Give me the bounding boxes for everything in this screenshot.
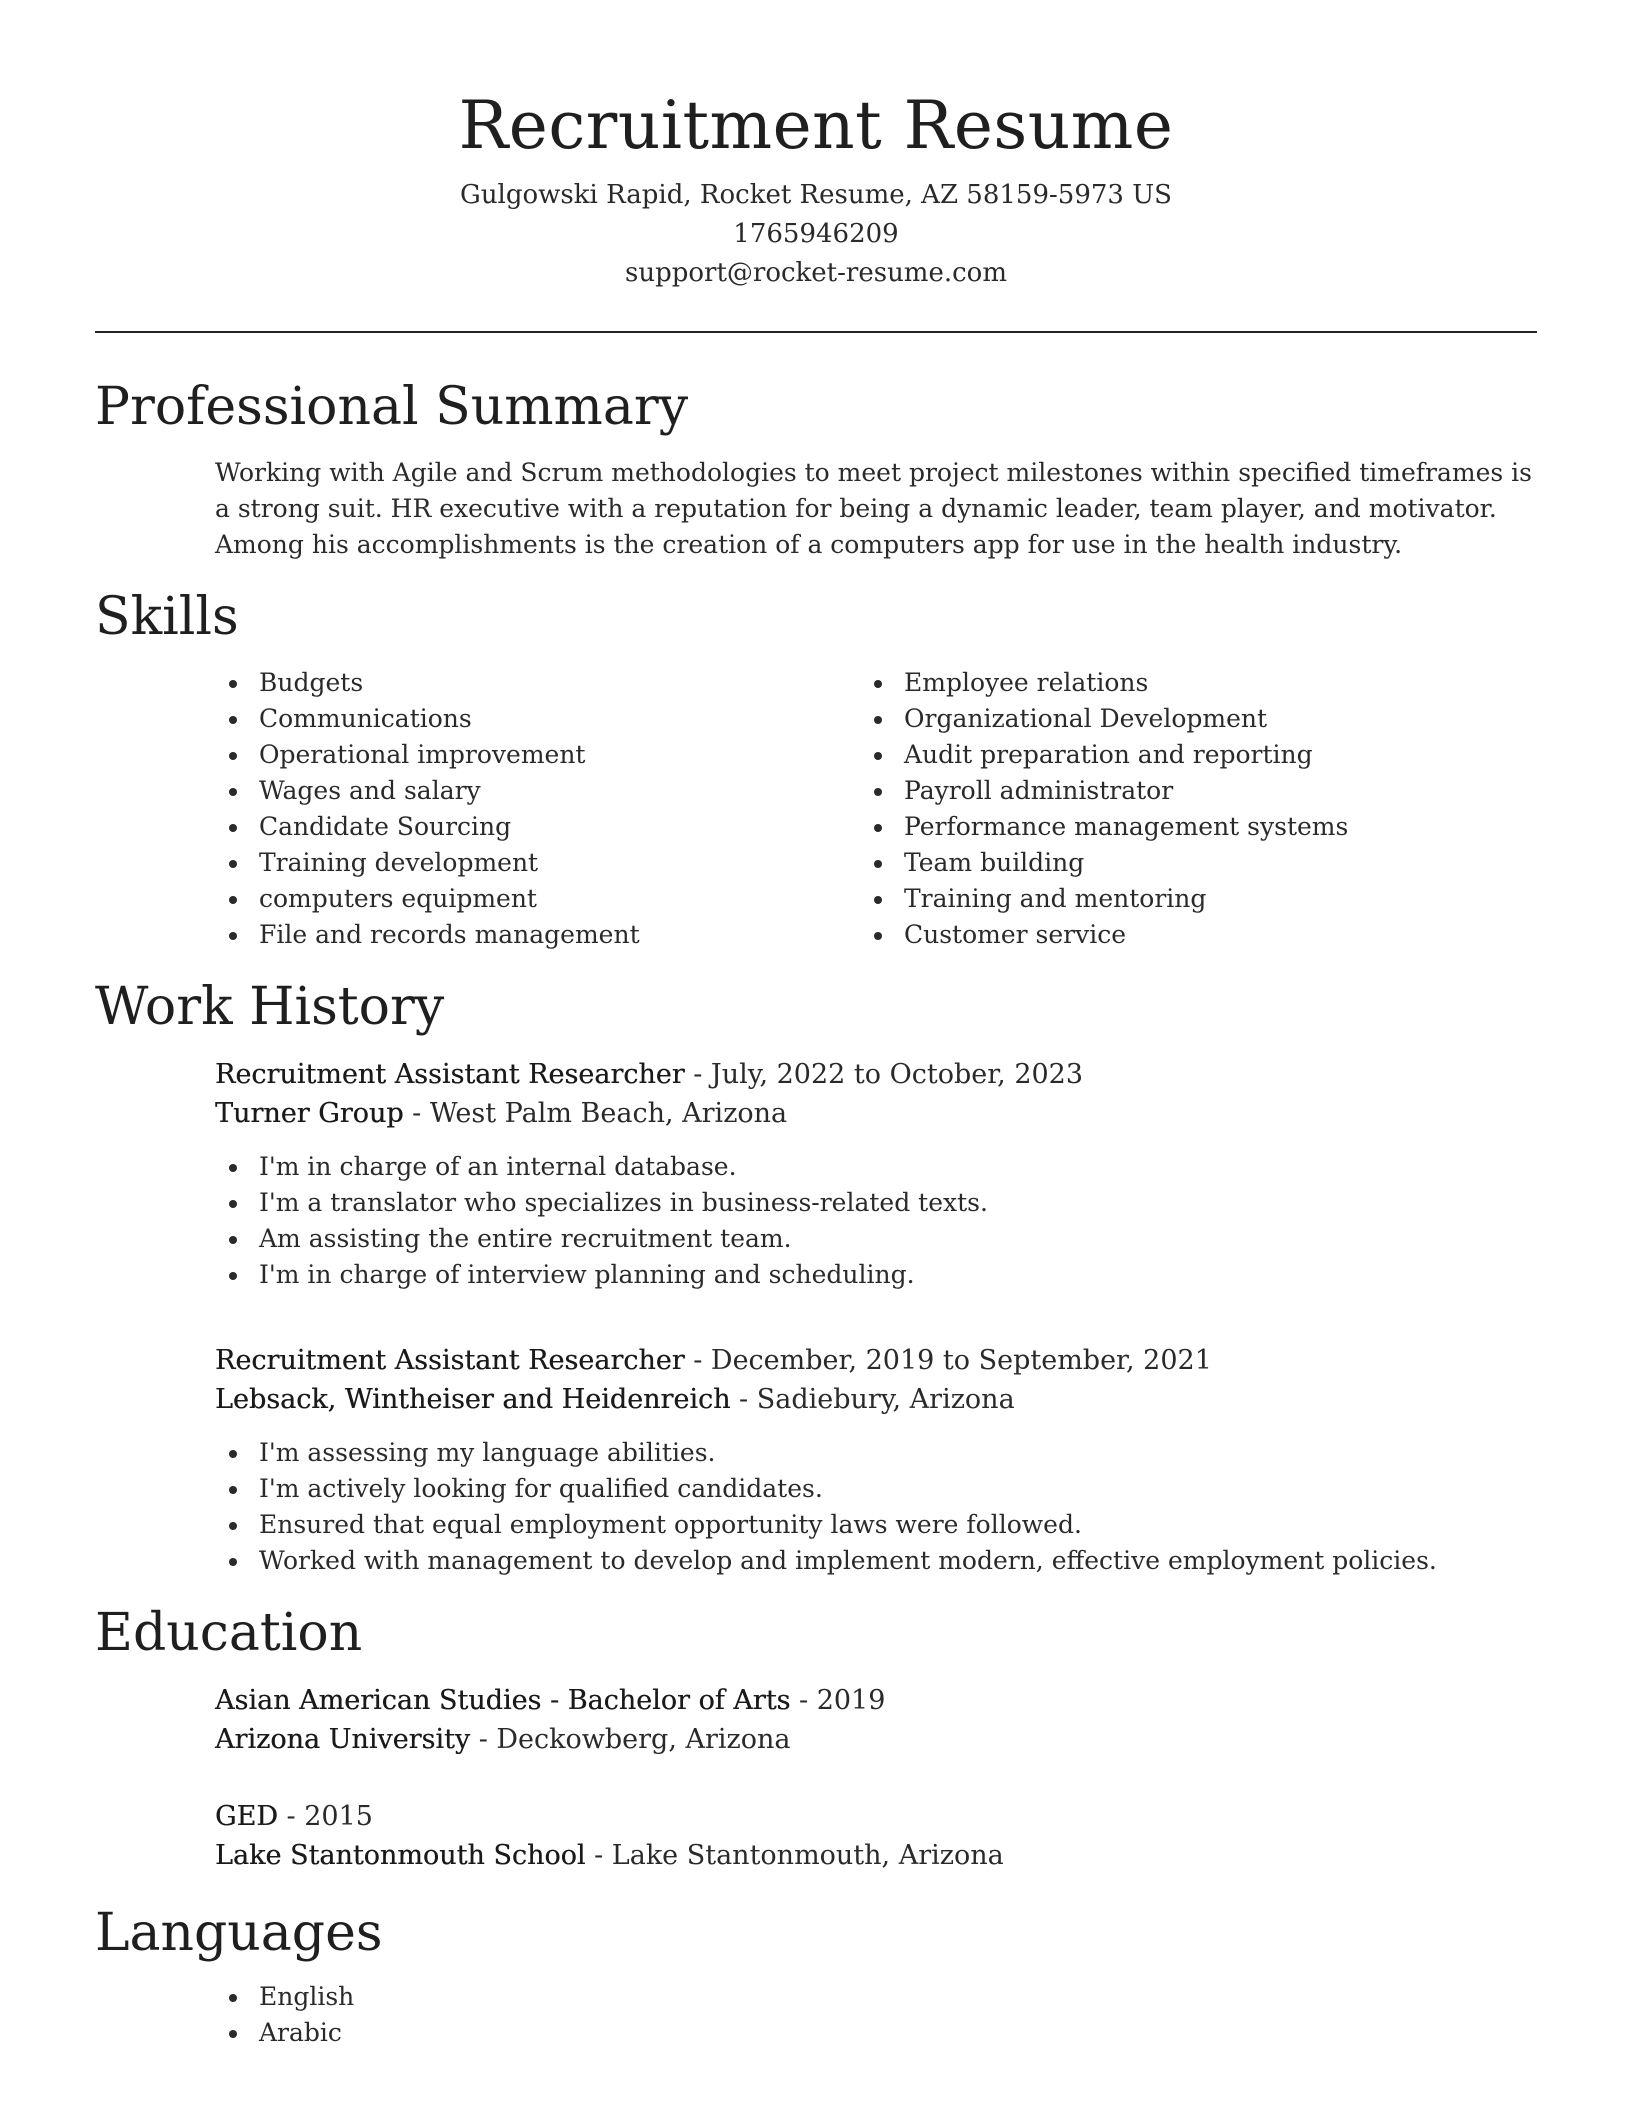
- job-dates: - December, 2019 to September, 2021: [684, 1345, 1212, 1376]
- skill-item: Organizational Development: [860, 701, 1505, 737]
- job-title-line: [215, 1341, 1537, 1380]
- education-location: - Deckowberg, Arizona: [470, 1724, 791, 1755]
- education-school: Arizona University: [215, 1724, 471, 1755]
- job-company: Lebsack, Wintheiser and Heidenreich: [215, 1384, 731, 1415]
- job-duty: I'm assessing my language abilities.: [215, 1435, 1537, 1471]
- skill-item: Employee relations: [860, 665, 1505, 701]
- education-entry: [95, 1797, 1537, 1875]
- language-item: English: [215, 1979, 1537, 2015]
- education-section: [95, 1601, 1537, 1875]
- contact-email: support@rocket-resume.com: [624, 258, 1007, 288]
- skill-item: Performance management systems: [860, 809, 1505, 845]
- languages-body: [95, 1979, 1537, 2051]
- job-dates: - July, 2022 to October, 2023: [684, 1059, 1084, 1090]
- job-duty: I'm actively looking for qualified candidates.: [215, 1471, 1537, 1507]
- job-role: Recruitment Assistant Researcher: [215, 1345, 685, 1376]
- job-entry: [95, 1341, 1537, 1579]
- contact-address: Gulgowski Rapid, Rocket Resume, AZ 58159-5973 US: [460, 180, 1172, 210]
- education-entry: [95, 1681, 1537, 1759]
- education-school-line: [215, 1720, 1537, 1759]
- skill-item: Candidate Sourcing: [215, 809, 860, 845]
- skill-item: Training and mentoring: [860, 881, 1505, 917]
- job-duty: I'm in charge of an internal database.: [215, 1149, 1537, 1185]
- languages-title: Languages: [95, 1903, 383, 1963]
- job-duty: I'm in charge of interview planning and scheduling.: [215, 1257, 1537, 1293]
- skills-section: [95, 585, 1537, 953]
- skill-item: Communications: [215, 701, 860, 737]
- languages-list: [215, 1979, 1537, 2051]
- summary-text: Working with Agile and Scrum methodologies to meet project milestones within specified timeframes is a strong suit. HR executive with a reputation for being a dynamic leader, team player, and motivator. Among his accomplishments is the creation of a computers app for use in the health industry.: [215, 458, 1532, 559]
- education-degree: Asian American Studies - Bachelor of Arts: [215, 1685, 791, 1716]
- education-degree-line: [215, 1797, 1537, 1836]
- resume-name: Recruitment Resume: [458, 87, 1174, 164]
- job-entry: [95, 1055, 1537, 1293]
- job-location: - Sadiebury, Arizona: [730, 1384, 1015, 1415]
- skill-item: Team building: [860, 845, 1505, 881]
- education-year: - 2015: [277, 1801, 373, 1832]
- education-degree-line: [215, 1681, 1537, 1720]
- job-duty: I'm a translator who specializes in business-related texts.: [215, 1185, 1537, 1221]
- job-role: Recruitment Assistant Researcher: [215, 1059, 685, 1090]
- skills-grid: [95, 665, 1537, 953]
- skill-item: File and records management: [215, 917, 860, 953]
- job-duties-list: [215, 1149, 1537, 1293]
- job-duty: Worked with management to develop and implement modern, effective employment policies.: [215, 1543, 1537, 1579]
- header-divider: [95, 331, 1537, 333]
- work-history-section: [95, 975, 1537, 1579]
- language-item: Arabic: [215, 2015, 1537, 2051]
- contact-phone: 1765946209: [733, 219, 899, 249]
- contact-info: [95, 176, 1537, 293]
- job-duty: Ensured that equal employment opportunity laws were followed.: [215, 1507, 1537, 1543]
- job-duty: Am assisting the entire recruitment team.: [215, 1221, 1537, 1257]
- skills-list-right: [860, 665, 1505, 953]
- job-title-line: [215, 1055, 1537, 1094]
- education-year: - 2019: [790, 1685, 886, 1716]
- job-company-line: [215, 1380, 1537, 1419]
- skill-item: Audit preparation and reporting: [860, 737, 1505, 773]
- education-degree: GED: [215, 1801, 278, 1832]
- skill-item: Customer service: [860, 917, 1505, 953]
- work-history-title: Work History: [95, 977, 445, 1037]
- skill-item: Budgets: [215, 665, 860, 701]
- education-title: Education: [95, 1603, 363, 1663]
- skill-item: Payroll administrator: [860, 773, 1505, 809]
- skill-item: Operational improvement: [215, 737, 860, 773]
- skills-title: Skills: [95, 587, 239, 647]
- languages-section: [95, 1901, 1537, 2051]
- skills-list-left: [215, 665, 860, 953]
- job-company-line: [215, 1094, 1537, 1133]
- education-school: Lake Stantonmouth School: [215, 1840, 586, 1871]
- education-school-line: [215, 1836, 1537, 1875]
- summary-title: Professional Summary: [95, 377, 689, 437]
- skill-item: Training development: [215, 845, 860, 881]
- job-company: Turner Group: [215, 1098, 404, 1129]
- education-location: - Lake Stantonmouth, Arizona: [585, 1840, 1004, 1871]
- resume-header: [95, 0, 1537, 293]
- skill-item: Wages and salary: [215, 773, 860, 809]
- job-location: - West Palm Beach, Arizona: [403, 1098, 788, 1129]
- summary-section: [95, 375, 1537, 563]
- job-duties-list: [215, 1435, 1537, 1579]
- skill-item: computers equipment: [215, 881, 860, 917]
